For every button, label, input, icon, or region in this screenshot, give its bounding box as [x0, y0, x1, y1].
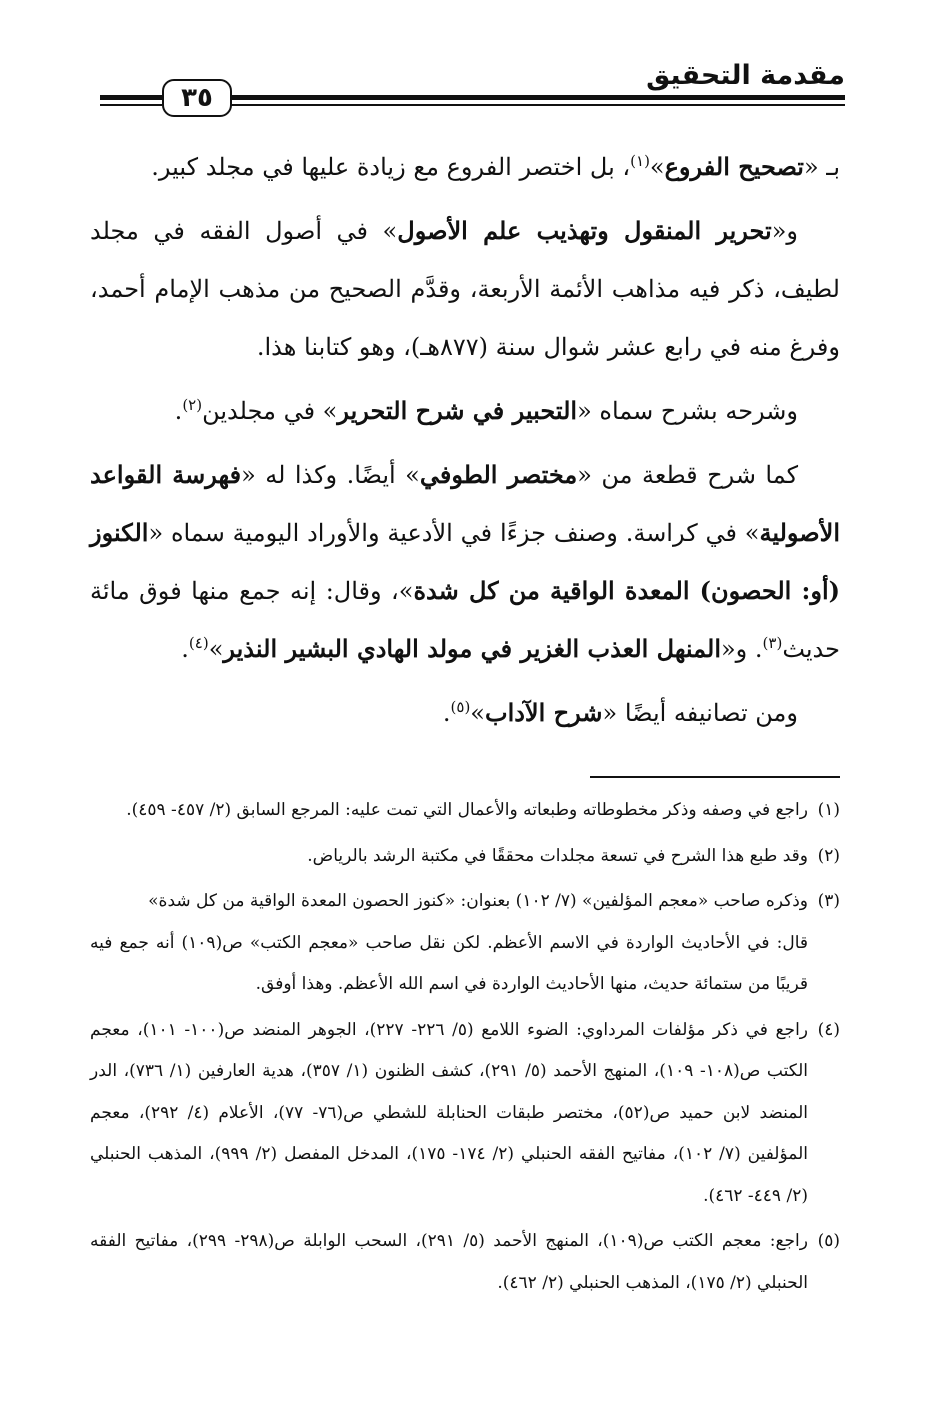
- footnote-5: [90, 1221, 840, 1304]
- footnote-text: راجع في وصفه وذكر مخطوطاته وطبعاته والأعمال التي تمت عليه: المرجع السابق (٢/ ٤٥٧- ٤٥٩).: [126, 800, 808, 820]
- running-title: مقدمة التحقيق: [646, 60, 845, 91]
- text-span: ومن تصانيفه أيضًا «: [602, 699, 798, 727]
- text-span: » في أصول الفقه في مجلد لطيف، ذكر فيه مذاهب الأئمة الأربعة، وقدَّم الصحيح من مذهب الإمام أحمد، وفرغ منه في رابع عشر شوال سنة (٨٧٧هـ)، وهو كتابنا هذا.: [90, 217, 840, 361]
- book-title: مختصر الطوفي: [419, 460, 578, 489]
- footnote-text: راجع في ذكر مؤلفات المرداوي: الضوء اللامع (٥/ ٢٢٦- ٢٢٧)، الجوهر المنضد ص(١٠٠- ١٠١)، معجم الكتب ص(١٠٨- ١٠٩)، المنهج الأحمد (٥/ ٢٩١)، كشف الظنون (١/ ٣٥٧)، هدية العارفين (١/ ٧٣٦)، الدر المنضد لابن حميد ص(٥٢)، مختصر طبقات الحنابلة للشطي ص(٧٦- ٧٧)، الأعلام (٤/ ٢٩٢)، معجم المؤلفين (٧/ ١٠٢)، مفاتيح الفقه الحنبلي (٢/ ١٧٤- ١٧٥)، المدخل المفصل (٢/ ٩٩٩)، المذهب الحنبلي (٢/ ٤٤٩- ٤٦٢).: [90, 1019, 809, 1206]
- footnote-ref-5[interactable]: (٥): [450, 698, 471, 716]
- text-span: » في كراسة. وصنف جزءًا في الأدعية والأوراد اليومية سماه «: [148, 519, 760, 547]
- footnote-number: (٣): [817, 891, 840, 911]
- text-span: »: [208, 635, 224, 663]
- footnote-2: [90, 836, 840, 878]
- text-span: » أيضًا. وكذا له «: [241, 461, 420, 489]
- footnotes: [90, 790, 840, 1308]
- text-span: »: [470, 699, 485, 727]
- footnote-text: راجع: معجم الكتب ص(١٠٩)، المنهج الأحمد (٥/ ٢٩١)، السحب الوابلة ص(٢٩٨- ٢٩٩)، مفاتيح الفقه الحنبلي (٢/ ١٧٥)، المذهب الحنبلي (٢/ ٤٦٢).: [90, 1231, 808, 1293]
- paragraph-2: [90, 202, 840, 376]
- footnote-4: [90, 1010, 840, 1218]
- header-rule-thick: [230, 95, 845, 100]
- footnote-ref-4[interactable]: (٤): [188, 634, 209, 652]
- text-span: » في مجلدين: [202, 397, 338, 425]
- main-text: [90, 138, 840, 742]
- header-rule-left-thick: [100, 95, 162, 100]
- text-span: و«: [771, 217, 798, 245]
- book-title: شرح الآداب: [484, 698, 603, 727]
- footnote-text: وقد طبع هذا الشرح في تسعة مجلدات محققًا في مكتبة الرشد بالرياض.: [307, 845, 808, 866]
- book-title: فهرسة القواعد الأصولية: [90, 460, 841, 547]
- footnote-text: وذكره صاحب «معجم المؤلفين» (٧/ ١٠٢) بعنوان: «كنوز الحصون المعدة الواقية من كل شدة»: [148, 891, 808, 911]
- text-span: وشرحه بشرح سماه «: [577, 397, 798, 425]
- paragraph-3: [90, 382, 840, 440]
- text-span: .: [181, 635, 189, 663]
- footnote-ref-3[interactable]: (٣): [762, 634, 783, 652]
- paragraph-5: [90, 684, 840, 742]
- text-span: »، وقال: إنه جمع منها فوق مائة حديث: [90, 577, 840, 663]
- text-span: .: [442, 699, 451, 727]
- page-number: ٣٥: [162, 79, 232, 117]
- text-span: . و«: [721, 635, 763, 663]
- footnote-ref-2[interactable]: (٢): [182, 396, 203, 414]
- book-title: الكنوز (أو: الحصون) المعدة الواقية من كل شدة: [90, 518, 840, 605]
- text-span: كما شرح قطعة من «: [577, 461, 799, 489]
- header-rule-left-thin: [100, 104, 162, 106]
- footnote-number: (١): [817, 800, 840, 820]
- header-rule-thin: [230, 104, 845, 106]
- text-span: بـ «: [803, 153, 840, 181]
- footnote-3: [90, 881, 840, 923]
- footnote-number: (٥): [817, 1231, 840, 1251]
- book-title: تحرير المنقول وتهذيب علم الأصول: [397, 216, 772, 245]
- footnote-ref-1[interactable]: (١): [630, 152, 650, 170]
- book-title: التحبير في شرح التحرير: [337, 396, 578, 425]
- footnote-number: (٢): [817, 845, 840, 866]
- footnote-number: (٤): [817, 1019, 841, 1040]
- footnote-1: [90, 790, 840, 832]
- book-title: المنهل العذب الغزير في مولد الهادي البشير النذير: [223, 634, 721, 663]
- paragraph-4: [90, 446, 840, 678]
- paragraph-1: [90, 138, 840, 196]
- footnote-separator: [590, 776, 840, 778]
- text-span: »: [649, 153, 665, 181]
- footnote-text: قال: في الأحاديث الواردة في الاسم الأعظم. لكن نقل صاحب «معجم الكتب» ص(١٠٩) أنه جمع فيه قريبًا من ستمائة حديث، منها الأحاديث الواردة في اسم الله الأعظم. وهذا أوفق.: [90, 932, 808, 994]
- text-span: .: [174, 397, 183, 425]
- text-span: ، بل اختصر الفروع مع زيادة عليها في مجلد كبير.: [151, 153, 631, 181]
- footnote-3-continued: [90, 923, 840, 1006]
- page-header: [100, 55, 845, 115]
- book-title: تصحيح الفروع: [664, 152, 804, 181]
